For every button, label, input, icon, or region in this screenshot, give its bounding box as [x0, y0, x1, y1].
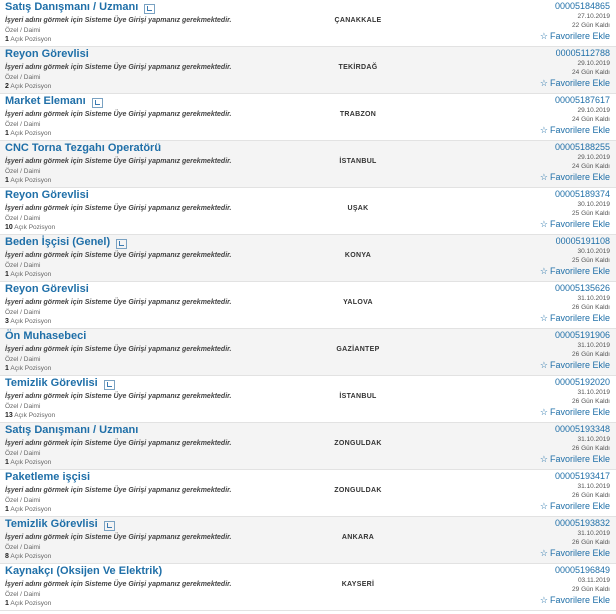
days-left: 26 Gün Kaldı [572, 539, 610, 546]
position-count: 1 [5, 271, 9, 278]
position-label: Açık Pozisyon [10, 36, 52, 43]
job-code-link[interactable]: 00005112788 [555, 48, 610, 58]
pin-icon[interactable] [104, 521, 115, 531]
job-title-link[interactable]: Beden İşçisi (Genel) [5, 236, 111, 248]
days-left: 26 Gün Kaldı [572, 304, 610, 311]
pin-icon[interactable] [92, 98, 103, 108]
job-title-link[interactable]: Satış Danışmanı / Uzmanı [5, 424, 139, 436]
position-count: 13 [5, 412, 13, 419]
open-positions [5, 318, 51, 325]
position-count: 10 [5, 224, 13, 231]
add-favorite-button[interactable] [540, 595, 610, 606]
job-code-link[interactable]: 00005184865 [554, 1, 610, 11]
add-favorite-button[interactable] [540, 172, 610, 183]
login-warning: İşyeri adını görmek için Sisteme Üye Girişi yapmanız gerekmektedir. [5, 17, 232, 24]
login-warning: İşyeri adını görmek için Sisteme Üye Girişi yapmanız gerekmektedir. [5, 299, 232, 306]
login-warning: İşyeri adını görmek için Sisteme Üye Girişi yapmanız gerekmektedir. [5, 252, 232, 259]
favorite-label: Favorilere Ekle [549, 454, 610, 464]
job-type: Özel / Daimi [5, 450, 41, 457]
star-icon: ☆ [539, 78, 548, 88]
job-city: UŞAK [347, 205, 369, 212]
open-positions [5, 271, 51, 278]
job-city: ZONGULDAK [334, 487, 382, 494]
job-row [0, 235, 616, 282]
job-code-link[interactable]: 00005191906 [554, 330, 610, 340]
days-left: 25 Gün Kaldı [572, 257, 610, 264]
job-title-link[interactable]: CNC Torna Tezgahı Operatörü [5, 142, 162, 154]
open-positions [5, 130, 51, 137]
job-row [0, 376, 616, 423]
job-row [0, 141, 616, 188]
job-date: 30.10.2019 [577, 201, 610, 208]
star-icon: ☆ [539, 125, 548, 135]
job-title-link[interactable]: Kaynakçı (Oksijen Ve Elektrik) [5, 565, 163, 577]
job-code-link[interactable]: 00005193832 [554, 518, 610, 528]
position-count: 1 [5, 130, 9, 137]
open-positions [5, 553, 51, 560]
star-icon: ☆ [539, 595, 548, 605]
job-city: YALOVA [343, 299, 373, 306]
days-left: 24 Gün Kaldı [572, 116, 610, 123]
job-code-link[interactable]: 00005196849 [554, 565, 610, 575]
login-warning: İşyeri adını görmek için Sisteme Üye Girişi yapmanız gerekmektedir. [5, 534, 232, 541]
job-type: Özel / Daimi [5, 74, 41, 81]
favorite-label: Favorilere Ekle [549, 548, 610, 558]
add-favorite-button[interactable] [540, 360, 610, 371]
position-count: 2 [5, 83, 9, 90]
job-type: Özel / Daimi [5, 544, 41, 551]
job-type: Özel / Daimi [5, 262, 41, 269]
job-title-link[interactable]: Market Elemanı [5, 95, 86, 107]
job-city: KONYA [344, 252, 372, 259]
position-count: 1 [5, 177, 9, 184]
job-city: ANKARA [341, 534, 375, 541]
job-type: Özel / Daimi [5, 591, 41, 598]
job-title-link[interactable]: Temizlik Görevlisi [5, 518, 98, 530]
job-date: 31.10.2019 [577, 342, 610, 349]
job-row [0, 470, 616, 517]
position-label: Açık Pozisyon [14, 224, 56, 231]
star-icon: ☆ [539, 313, 548, 323]
job-code-link[interactable]: 00005193348 [554, 424, 610, 434]
job-code-link[interactable]: 00005193417 [554, 471, 610, 481]
job-date: 30.10.2019 [577, 248, 610, 255]
login-warning: İşyeri adını görmek için Sisteme Üye Girişi yapmanız gerekmektedir. [5, 111, 232, 118]
job-title-link[interactable]: Paketleme işçisi [5, 471, 91, 483]
position-label: Açık Pozisyon [10, 553, 52, 560]
star-icon: ☆ [539, 266, 548, 276]
job-row [0, 564, 616, 611]
open-positions [5, 600, 51, 607]
login-warning: İşyeri adını görmek için Sisteme Üye Girişi yapmanız gerekmektedir. [5, 346, 232, 353]
login-warning: İşyeri adını görmek için Sisteme Üye Girişi yapmanız gerekmektedir. [5, 581, 232, 588]
login-warning: İşyeri adını görmek için Sisteme Üye Girişi yapmanız gerekmektedir. [5, 440, 232, 447]
add-favorite-button[interactable] [540, 454, 610, 465]
job-date: 03.11.2019 [577, 577, 610, 584]
favorite-label: Favorilere Ekle [549, 407, 610, 417]
add-favorite-button[interactable] [540, 548, 610, 559]
job-row [0, 0, 616, 47]
open-positions [5, 365, 51, 372]
favorite-label: Favorilere Ekle [549, 360, 610, 370]
position-label: Açık Pozisyon [10, 600, 52, 607]
star-icon: ☆ [539, 454, 548, 464]
position-label: Açık Pozisyon [10, 83, 52, 90]
open-positions [5, 83, 51, 90]
job-city: ÇANAKKALE [334, 17, 382, 24]
job-city: İSTANBUL [339, 393, 377, 400]
favorite-label: Favorilere Ekle [549, 595, 610, 605]
favorite-label: Favorilere Ekle [549, 501, 610, 511]
position-count: 1 [5, 365, 9, 372]
days-left: 26 Gün Kaldı [572, 351, 610, 358]
position-count: 1 [5, 459, 9, 466]
position-count: 3 [5, 318, 9, 325]
add-favorite-button[interactable] [540, 266, 610, 277]
favorite-label: Favorilere Ekle [549, 172, 610, 182]
add-favorite-button[interactable] [540, 31, 610, 42]
position-count: 1 [5, 506, 9, 513]
job-type: Özel / Daimi [5, 168, 41, 175]
job-date: 31.10.2019 [577, 389, 610, 396]
login-warning: İşyeri adını görmek için Sisteme Üye Girişi yapmanız gerekmektedir. [5, 64, 232, 71]
days-left: 22 Gün Kaldı [572, 22, 610, 29]
position-count: 1 [5, 36, 9, 43]
job-code-link[interactable]: 00005192020 [554, 377, 610, 387]
job-row [0, 47, 616, 94]
job-row [0, 188, 616, 235]
days-left: 26 Gün Kaldı [572, 492, 610, 499]
job-row [0, 94, 616, 141]
position-count: 8 [5, 553, 9, 560]
job-city: TEKİRDAĞ [338, 64, 378, 71]
days-left: 26 Gün Kaldı [572, 398, 610, 405]
favorite-label: Favorilere Ekle [549, 78, 610, 88]
open-positions [5, 224, 55, 231]
star-icon: ☆ [539, 407, 548, 417]
job-type: Özel / Daimi [5, 121, 41, 128]
open-positions [5, 506, 51, 513]
job-row [0, 329, 616, 376]
job-title-link[interactable]: Reyon Görevlisi [5, 48, 89, 60]
login-warning: İşyeri adını görmek için Sisteme Üye Girişi yapmanız gerekmektedir. [5, 158, 232, 165]
position-label: Açık Pozisyon [10, 506, 52, 513]
add-favorite-button[interactable] [540, 407, 610, 418]
add-favorite-button[interactable] [540, 313, 610, 324]
position-count: 1 [5, 600, 9, 607]
pin-icon[interactable] [104, 380, 115, 390]
job-code-link[interactable]: 00005188255 [554, 142, 610, 152]
job-title-link[interactable]: Reyon Görevlisi [5, 283, 89, 295]
position-label: Açık Pozisyon [14, 412, 56, 419]
job-date: 29.10.2019 [577, 60, 610, 67]
job-type: Özel / Daimi [5, 356, 41, 363]
add-favorite-button[interactable] [540, 78, 610, 89]
position-label: Açık Pozisyon [10, 130, 52, 137]
login-warning: İşyeri adını görmek için Sisteme Üye Girişi yapmanız gerekmektedir. [5, 487, 232, 494]
star-icon: ☆ [539, 548, 548, 558]
job-date: 31.10.2019 [577, 436, 610, 443]
job-date: 27.10.2019 [577, 13, 610, 20]
favorite-label: Favorilere Ekle [549, 219, 610, 229]
job-type: Özel / Daimi [5, 27, 41, 34]
position-label: Açık Pozisyon [10, 271, 52, 278]
position-label: Açık Pozisyon [10, 365, 52, 372]
job-type: Özel / Daimi [5, 403, 41, 410]
favorite-label: Favorilere Ekle [549, 31, 610, 41]
job-date: 29.10.2019 [577, 107, 610, 114]
job-type: Özel / Daimi [5, 215, 41, 222]
open-positions [5, 36, 51, 43]
job-code-link[interactable]: 00005187617 [554, 95, 610, 105]
job-city: TRABZON [339, 111, 377, 118]
add-favorite-button[interactable] [540, 219, 610, 230]
job-code-link[interactable]: 00005191108 [555, 236, 610, 246]
job-code-link[interactable]: 00005135626 [554, 283, 610, 293]
open-positions [5, 177, 51, 184]
star-icon: ☆ [539, 501, 548, 511]
position-label: Açık Pozisyon [10, 318, 52, 325]
days-left: 24 Gün Kaldı [572, 163, 610, 170]
job-title-link[interactable]: Reyon Görevlisi [5, 189, 89, 201]
login-warning: İşyeri adını görmek için Sisteme Üye Girişi yapmanız gerekmektedir. [5, 393, 232, 400]
position-label: Açık Pozisyon [10, 459, 52, 466]
pin-icon[interactable] [144, 4, 155, 14]
job-type: Özel / Daimi [5, 309, 41, 316]
job-title-link[interactable]: Satış Danışmanı / Uzmanı [5, 1, 139, 13]
star-icon: ☆ [539, 219, 548, 229]
star-icon: ☆ [539, 360, 548, 370]
login-warning: İşyeri adını görmek için Sisteme Üye Girişi yapmanız gerekmektedir. [5, 205, 232, 212]
job-type: Özel / Daimi [5, 497, 41, 504]
star-icon: ☆ [539, 31, 548, 41]
job-title-link[interactable]: Temizlik Görevlisi [5, 377, 98, 389]
job-city: İSTANBUL [339, 158, 377, 165]
job-title-link[interactable]: Ön Muhasebeci [5, 330, 87, 342]
days-left: 29 Gün Kaldı [572, 586, 610, 593]
days-left: 26 Gün Kaldı [572, 445, 610, 452]
job-code-link[interactable]: 00005189374 [554, 189, 610, 199]
favorite-label: Favorilere Ekle [549, 266, 610, 276]
star-icon: ☆ [539, 172, 548, 182]
favorite-label: Favorilere Ekle [549, 125, 610, 135]
add-favorite-button[interactable] [540, 501, 610, 512]
job-date: 31.10.2019 [577, 530, 610, 537]
open-positions [5, 459, 51, 466]
job-date: 29.10.2019 [577, 154, 610, 161]
job-date: 31.10.2019 [577, 295, 610, 302]
job-row [0, 282, 616, 329]
days-left: 24 Gün Kaldı [572, 69, 610, 76]
add-favorite-button[interactable] [540, 125, 610, 136]
pin-icon[interactable] [116, 239, 127, 249]
position-label: Açık Pozisyon [10, 177, 52, 184]
days-left: 25 Gün Kaldı [572, 210, 610, 217]
job-date: 31.10.2019 [577, 483, 610, 490]
job-city: ZONGULDAK [334, 440, 382, 447]
favorite-label: Favorilere Ekle [549, 313, 610, 323]
job-row [0, 423, 616, 470]
job-row [0, 517, 616, 564]
job-city: KAYSERİ [341, 581, 375, 588]
open-positions [5, 412, 55, 419]
job-city: GAZİANTEP [336, 346, 380, 353]
